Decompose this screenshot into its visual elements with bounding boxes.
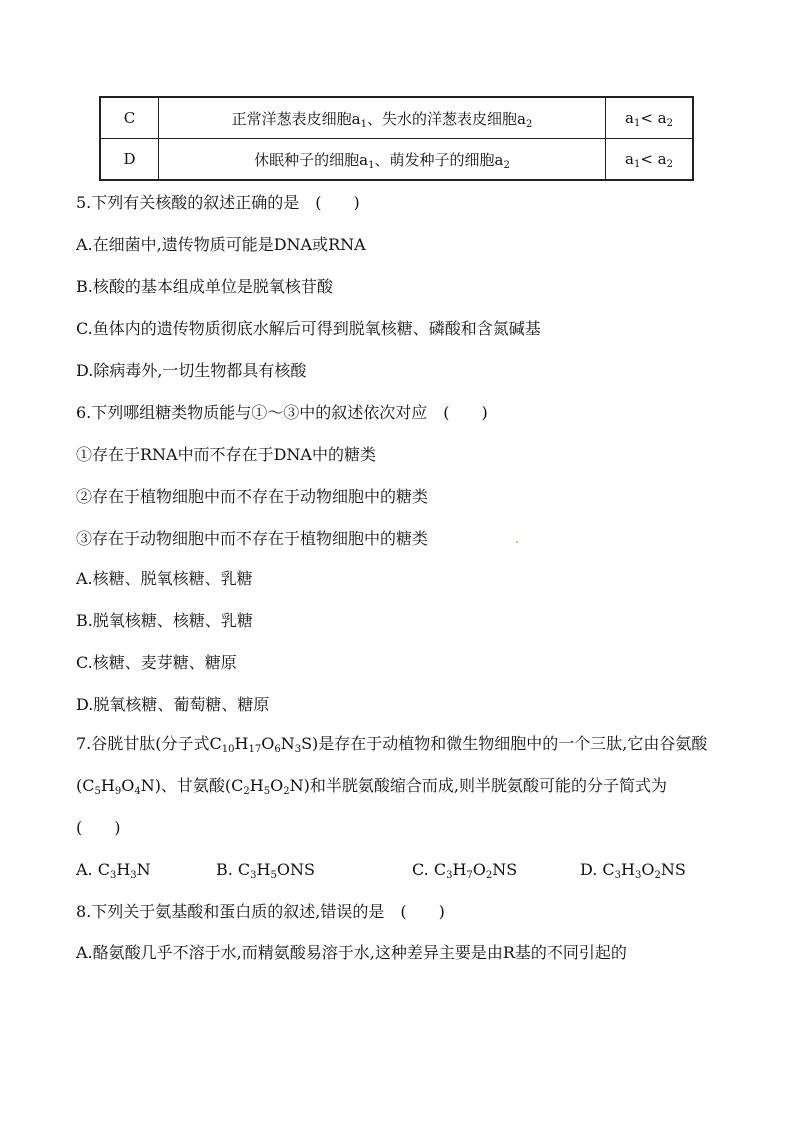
question-7-stem: 7.谷胱甘肽(分子式$C_{10}H_{17}O_6N_3S$)是存在于动植物和微生物细胞中的一个三肽,它由谷氨酸$(C_5H_9O_4N)$、甘氨酸$(C_2H_5O_2N)$和半胱氨酸缩合而成,则半胱氨酸可能的分子简式为 ( ) [76, 734, 708, 837]
q6-option-c: C.核糖、麦芽糖、糖原 [76, 653, 237, 672]
q7-option-a: A. $C_3H_3N$ [76, 860, 151, 881]
answer-table [99, 96, 694, 181]
q6-option-a: A.核糖、脱氧核糖、乳糖 [76, 569, 253, 588]
q6-item-3: ③存在于动物细胞中而不存在于植物细胞中的糖类 [76, 529, 429, 548]
q5-option-d: D.除病毒外,一切生物都具有核酸 [76, 361, 307, 380]
q5-option-b: B.核酸的基本组成单位是脱氧核苷酸 [76, 277, 333, 296]
q5-option-c: C.鱼体内的遗传物质彻底水解后可得到脱氧核糖、磷酸和含氮碱基 [76, 319, 541, 338]
q5-option-a: A.在细菌中,遗传物质可能是DNA或RNA [76, 235, 366, 254]
row-result: $a_1< a_2$ [606, 139, 694, 181]
q7-option-b: B. $C_3H_5ONS$ [216, 860, 315, 881]
row-label: C [100, 97, 159, 139]
row-label: D [100, 139, 159, 181]
q6-item-1: ①存在于RNA中而不存在于DNA中的糖类 [76, 445, 376, 464]
q6-item-2: ②存在于植物细胞中而不存在于动物细胞中的糖类 [76, 487, 429, 506]
row-result: $a_1< a_2$ [606, 97, 694, 139]
q6-option-b: B.脱氧核糖、核糖、乳糖 [76, 611, 253, 630]
stray-mark [516, 541, 518, 543]
row-content: 休眠种子的细胞$a_1$、萌发种子的细胞$a_2$ [159, 139, 606, 181]
row-content: 正常洋葱表皮细胞$a_1$、失水的洋葱表皮细胞$a_2$ [159, 97, 606, 139]
q7-option-c: C. $C_3H_7O_2NS$ [412, 860, 518, 881]
q6-option-d: D.脱氧核糖、葡萄糖、糖原 [76, 695, 270, 714]
question-5-stem: 5.下列有关核酸的叙述正确的是 ( ) [76, 193, 360, 212]
q8-option-a: A.酪氨酸几乎不溶于水,而精氨酸易溶于水,这种差异主要是由R基的不同引起的 [76, 943, 627, 962]
question-6-stem: 6.下列哪组糖类物质能与①～③中的叙述依次对应 ( ) [76, 403, 488, 422]
table-row [100, 139, 693, 181]
q7-option-d: D. $C_3H_3O_2NS$ [580, 860, 686, 881]
question-8-stem: 8.下列关于氨基酸和蛋白质的叙述,错误的是 ( ) [76, 902, 445, 921]
table-row [100, 97, 693, 139]
